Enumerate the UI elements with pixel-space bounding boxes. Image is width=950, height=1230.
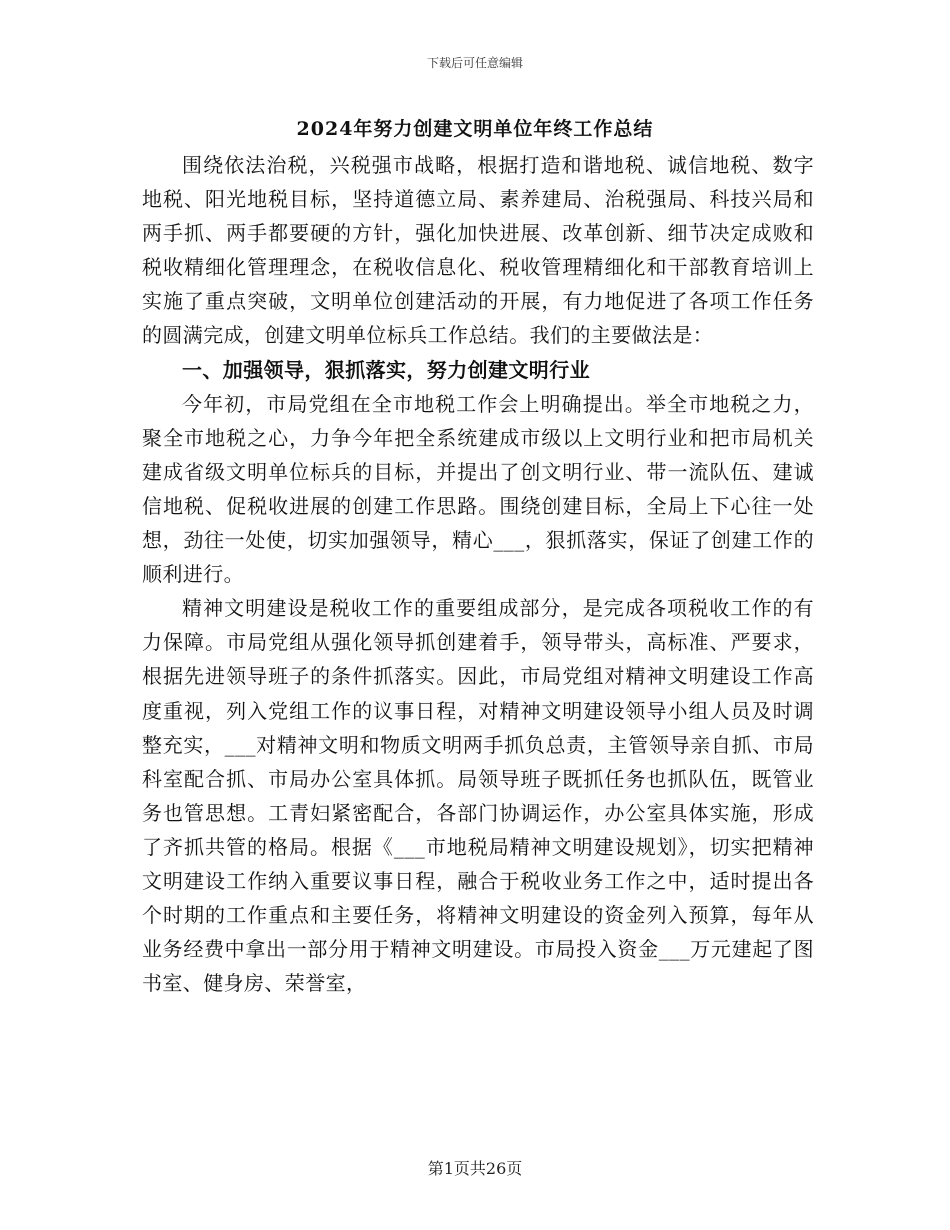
header-note: 下载后可任意编辑: [426, 56, 523, 70]
paragraph-intro: 围绕依法治税，兴税强市战略，根据打造和谐地税、诚信地税、数字地税、阳光地税目标，坚持道德立局、素养建局、治税强局、科技兴局和两手抓、两手都要硬的方针，强化加快进展、改革创新、细节决定成败和税收精细化管理理念，在税收信息化、税收管理精细化和干部教育培训上实施了重点突破，文明单位创建活动的开展，有力地促进了各项工作任务的圆满完成，创建文明单位标兵工作总结。我们的主要做法是：: [142, 153, 814, 348]
document-body: [142, 148, 814, 1000]
document-title: 2024年努力创建文明单位年终工作总结: [296, 118, 654, 140]
paragraph-early-year: 今年初，市局党组在全市地税工作会上明确提出。举全市地税之力，聚全市地税之心，力争今年把全系统建成市级以上文明行业和把市局机关建成省级文明单位标兵的目标，并提出了创文明行业、带一流队伍、建诚信地税、促税收进展的创建工作思路。围绕创建目标，全局上下心往一处想，劲往一处使，切实加强领导，精心___，狠抓落实，保证了创建工作的顺利进行。: [142, 391, 814, 587]
page-number-footer: 第1页共26页: [427, 1159, 523, 1178]
section-heading-1: 一、加强领导，狠抓落实，努力创建文明行业: [182, 357, 590, 382]
paragraph-spiritual-civilization: 精神文明建设是税收工作的重要组成部分，是完成各项税收工作的有力保障。市局党组从强化领导抓创建着手，领导带头，高标准、严要求，根据先进领导班子的条件抓落实。因此，市局党组对精神文明建设工作高度重视，列入党组工作的议事日程，对精神文明建设领导小组人员及时调整充实，___对精神文明和物质文明两手抓负总责，主管领导亲自抓、市局科室配合抓、市局办公室具体抓。局领导班子既抓任务也抓队伍，既管业务也管思想。工青妇紧密配合，各部门协调运作，办公室具体实施，形成了齐抓共管的格局。根据《___市地税局精神文明建设规划》，切实把精神文明建设工作纳入重要议事日程，融合于税收业务工作之中，适时提出各个时期的工作重点和主要任务，将精神文明建设的资金列入预算，每年从业务经费中拿出一部分用于精神文明建设。市局投入资金___万元建起了图书室、健身房、荣誉室，: [142, 596, 814, 996]
